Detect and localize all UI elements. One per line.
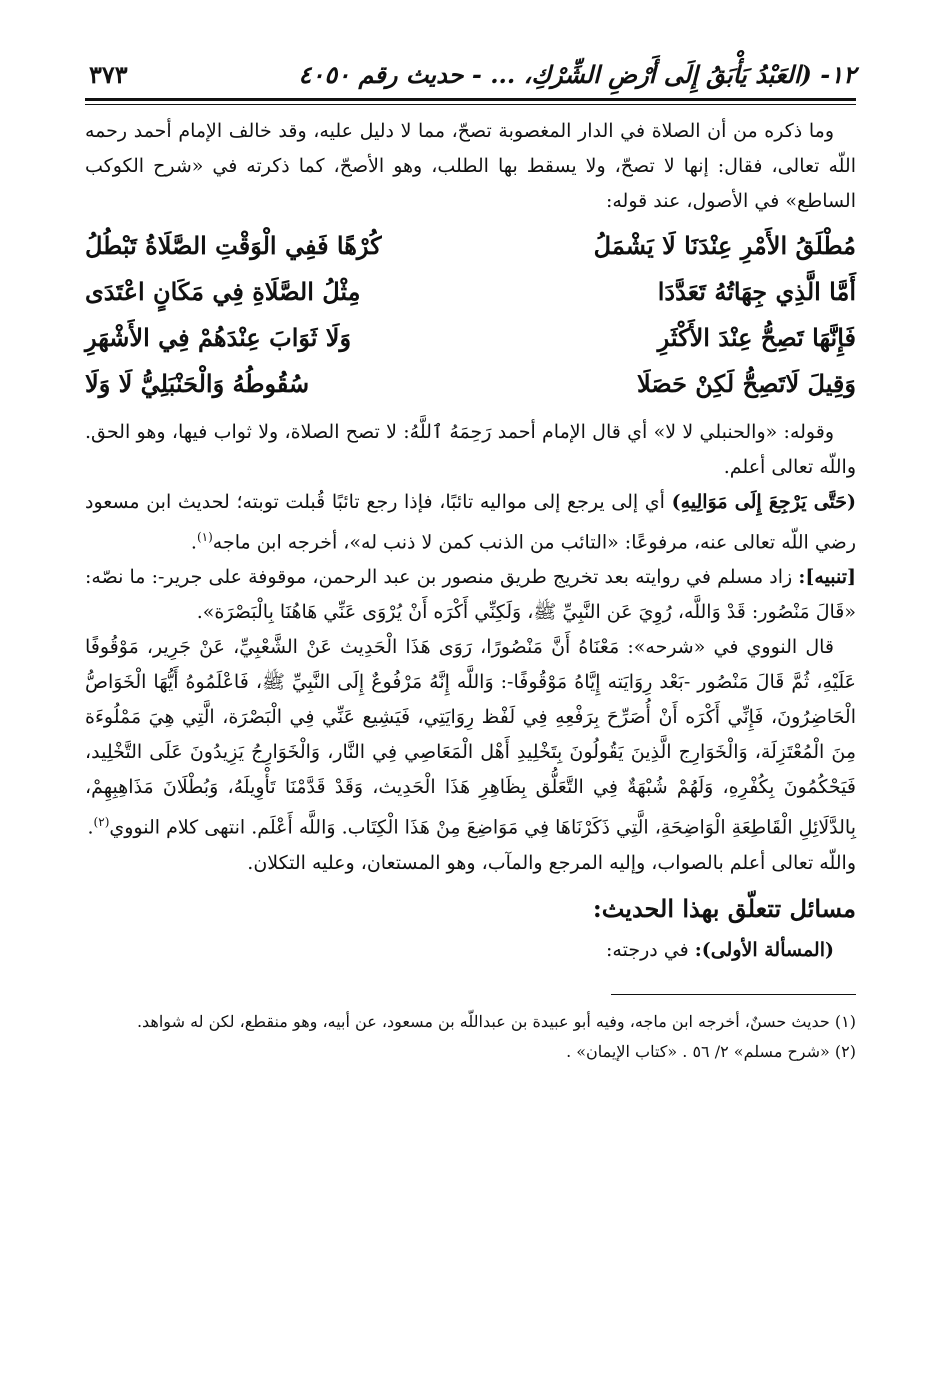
running-head: ١٢- (العَبْدُ يَأْبَقُ إِلَى أَرْضِ الشِّرْكِ، ... - حديث رقم ٤٠٥٠: [298, 59, 856, 89]
paragraph-text: في درجته:: [606, 938, 695, 961]
verse-first-hemistich: وَقِيلَ لَاتَصِحُّ لَكِنْ حَصَلَا: [636, 369, 856, 398]
poem-verses: [85, 223, 856, 407]
verse-line: [85, 361, 856, 407]
header-rule: [85, 96, 856, 110]
verse-second-hemistich: وَلَا ثَوَابَ عِنْدَهُمْ فِي الأَشْهَرِ: [85, 323, 352, 352]
section-title: مسائل تتعلّق بهذا الحديث:: [592, 893, 856, 923]
page-header: [85, 52, 856, 96]
paragraph: قال النووي في «شرحه»: مَعْنَاهُ أَنَّ مَنْصُورًا، رَوَى هَذَا الْحَدِيث عَنْ الشَّعْبِيِّ، عَنْ جَرِير، مَوْقُوفًا عَلَيْهِ، ثُمَّ قَالَ مَنْصُور -بَعْد رِوَايَته إِيَّاهُ مَوْقُوفًا-: وَاللَّه إِنَّهُ مَرْفُوعٌ إِلَى النَّبِيِّ ﷺ، فَاعْلَمُوهُ أَيُّهَا الْخَوَاصُّ الْحَاضِرُونَ، فَإِنِّي أَكْرَه أَنْ أُصَرِّحَ بِرَفْعِهِ فِي لَفْظ رِوَايَتِي، فَيَشِيع عَنِّي فِي الْبَصْرَة، الَّتِي هِيَ مَمْلُوءَة مِنَ الْمُعْتَزِلَة، وَالْخَوَارِج الَّذِينَ يَقُولُونَ بِتَخْلِيدِ أَهْل الْمَعَاصِي فِي النَّار، وَالْخَوَارِجُ يَزِيدُونَ عَلَى التَّخْلِيد، فَيَحْكُمُونَ بِكُفْرِهِ، وَلَهُمْ شُبْهَةٌ فِي التَّعَلُّق بِظَاهِرِ هَذَا الْحَدِيث، وَقَدْ قَدَّمْنَا تَأْوِيلَهُ، وَبُطْلَانَ مَذَاهِبِهِمْ، بِالدَّلَائِلِ الْقَاطِعَةِ الْوَاضِحَةِ، الَّتِي ذَكَرْنَاهَا فِي مَوَاضِعَ مِنْ هَذَا الْكِتَاب. وَاللَّه أَعْلَم. انتهى كلام النووي$^{(٢)}$.: [85, 636, 856, 839]
footnote-divider: [611, 994, 856, 995]
page-number: ٣٧٣: [89, 59, 128, 89]
verse-line: [85, 223, 856, 269]
issue-label: (المسألة الأولى):: [694, 938, 834, 961]
verse-second-hemistich: كُرْهًا فَفِي الْوَقْتِ الصَّلَاةُ تَبْطُلُ: [85, 231, 382, 260]
paragraph-text: زاد مسلم في روايته بعد تخريج طريق منصور بن عبد الرحمن، موقوفة على جرير-: ما نصّه: «قَالَ مَنْصُور: قَدْ وَاللَّه، رُوِيَ عَن النَّبِيِّ ﷺ، وَلَكِنِّي أَكْرَه أَنْ يُرْوَى عَنِّي هَاهُنَا بِالْبَصْرَة».: [85, 566, 856, 624]
paragraph: [85, 933, 856, 968]
paragraph: واللّه تعالى أعلم بالصواب، وإليه المرجع والمآب، وهو المستعان، وعليه التكلان.: [247, 851, 856, 874]
paragraph: (حَتَّى يَرْجِعَ إِلَى مَوَالِيهِ) أي إلى يرجع إلى مواليه تائبًا، فإذا رجع تائبًا قُبلت توبته؛ لحديث ابن مسعود رضي اللّه تعالى عنه، مرفوعًا: «التائب من الذنب كمن لا ذنب له»، أخرجه ابن ماجه$^{(١)}$.: [85, 491, 857, 554]
note-label: [تنبيه]:: [798, 566, 856, 589]
verse-second-hemistich: مِثْلُ الصَّلَاةِ فِي مَكَانٍ اعْتَدَى: [85, 277, 361, 306]
footnote: (٢) «شرح مسلم» ٢/ ٥٦ . «كتاب الإيمان» .: [566, 1041, 856, 1061]
paragraph-text: أي إلى يرجع إلى مواليه تائبًا، فإذا رجع تائبًا قُبلت توبته؛ لحديث ابن مسعود رضي اللّه تعالى عنه، مرفوعًا: «التائب من الذنب كمن لا ذنب له»، أخرجه ابن ماجه: [85, 491, 856, 554]
footnote-ref[interactable]: (١): [196, 530, 213, 544]
footnote: (١) حديث حسنٌ، أخرجه ابن ماجه، وفيه أبو عبيدة بن عبداللّه بن مسعود، عن أبيه، وهو منقطع، لكن له شواهد.: [136, 1011, 856, 1031]
verse-line: [85, 315, 856, 361]
verse-first-hemistich: أَمَّا الَّذِي جِهَاتُهُ تَعَدَّدَا: [657, 277, 856, 306]
verse-line: [85, 269, 856, 315]
footnote-ref[interactable]: (٢): [93, 815, 110, 830]
footnotes: [85, 1007, 856, 1067]
verse-first-hemistich: فَإِنَّهَا تَصِحُّ عِنْدَ الأَكْثَرِ: [657, 323, 856, 352]
document-page: [85, 52, 856, 1067]
main-text: [85, 114, 856, 968]
verse-second-hemistich: سُقُوطُهُ وَالْحَنْبَلِيُّ لَا وَلَا: [85, 369, 310, 398]
paragraph: [85, 560, 856, 630]
paragraph-text: قال النووي في «شرحه»: مَعْنَاهُ أَنَّ مَنْصُورًا، رَوَى هَذَا الْحَدِيث عَنْ الشَّعْبِيِّ، عَنْ جَرِير، مَوْقُوفًا عَلَيْهِ، ثُمَّ قَالَ مَنْصُور -بَعْد رِوَايَته إِيَّاهُ مَوْقُوفًا-: وَاللَّه إِنَّهُ مَرْفُوعٌ إِلَى النَّبِيِّ ﷺ، فَاعْلَمُوهُ أَيُّهَا الْخَوَاصُّ الْحَاضِرُونَ، فَإِنِّي أَكْرَه أَنْ أُصَرِّحَ بِرَفْعِهِ فِي لَفْظ رِوَايَتِي، فَيَشِيع عَنِّي فِي الْبَصْرَة، الَّتِي هِيَ مَمْلُوءَة مِنَ الْمُعْتَزِلَة، وَالْخَوَارِج الَّذِينَ يَقُولُونَ بِتَخْلِيدِ أَهْل الْمَعَاصِي فِي النَّار، وَالْخَوَارِجُ يَزِيدُونَ عَلَى التَّخْلِيد، فَيَحْكُمُونَ بِكُفْرِهِ، وَلَهُمْ شُبْهَةٌ فِي التَّعَلُّق بِظَاهِرِ هَذَا الْحَدِيث، وَقَدْ قَدَّمْنَا تَأْوِيلَهُ، وَبُطْلَانَ مَذَاهِبِهِمْ، بِالدَّلَائِلِ الْقَاطِعَةِ الْوَاضِحَةِ، الَّتِي ذَكَرْنَاهَا فِي مَوَاضِعَ مِنْ هَذَا الْكِتَاب. وَاللَّه أَعْلَم. انتهى كلام النووي: [85, 636, 856, 839]
hadith-phrase: (حَتَّى يَرْجِعَ إِلَى مَوَالِيهِ): [671, 491, 857, 513]
paragraph: وقوله: «والحنبلي لا لا» أي قال الإمام أحمد رَحِمَهُ ٱللَّهُ: لا تصح الصلاة، ولا ثواب فيها، وهو الحق. واللّه تعالى أعلم.: [85, 421, 856, 478]
paragraph: وما ذكره من أن الصلاة في الدار المغصوبة تصحّ، مما لا دليل عليه، وقد خالف الإمام أحمد رحمه اللّه تعالى، فقال: إنها لا تصحّ، ولا يسقط بها الطلب، وهو الأصحّ، كما ذكرته في «شرح الكوكب الساطع» في الأصول، عند قوله:: [85, 120, 856, 212]
verse-first-hemistich: مُطْلَقُ الأَمْرِ عِنْدَنَا لَا يَشْمَلُ: [593, 231, 856, 260]
